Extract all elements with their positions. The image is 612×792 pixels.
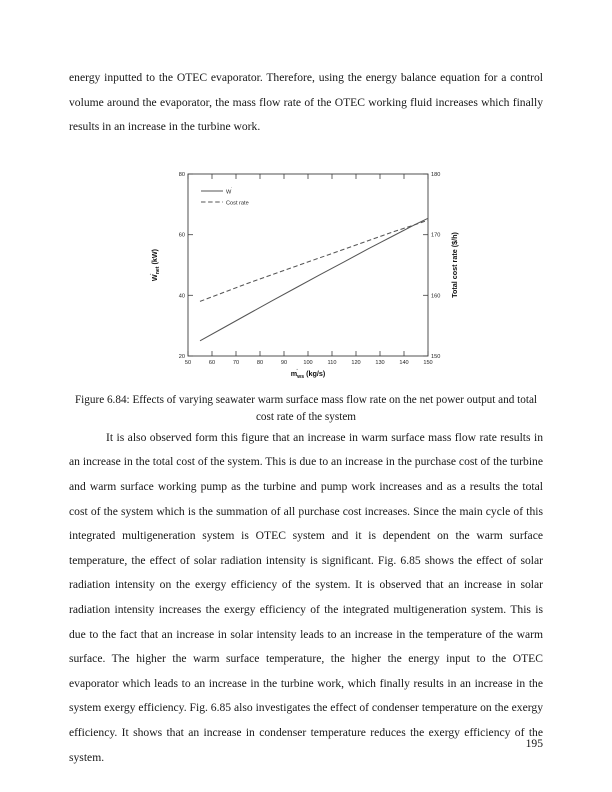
chart-canvas [141,160,471,382]
line-chart [141,160,471,382]
legend-label-net-power: W [226,189,232,196]
x-tick-label: 80 [256,359,264,366]
y-axis-right-title: Total cost rate ($/h) [450,231,459,298]
x-axis-tick-labels [185,360,433,366]
x-tick-label: 120 [351,359,361,366]
x-tick-label: 100 [303,359,313,366]
x-tick-label: 70 [232,359,240,366]
y-axis-left-title: $W_{net}$ (kW) [150,248,161,281]
x-tick-label: 130 [375,359,385,366]
y-left-tick-label: 60 [178,232,185,239]
y-left-tick-label: 40 [178,293,185,300]
page-number: 195 [525,737,543,750]
y-axis-left-tick-labels [179,172,185,360]
x-axis-title: $m_{ws}$ (kg/s) [290,368,326,380]
plot-frame [188,174,428,356]
paragraph-above-figure: energy inputted to the OTEC evaporator. Therefore, using the energy balance equation for a control volume around the evaporator, the mass flow rate of the OTEC working fluid increases which finally results in an increase in the turbine work. [69,71,543,134]
page-content [69,66,543,770]
x-tick-label: 90 [280,359,288,366]
x-tick-label: 150 [423,359,433,366]
legend-label-cost-rate: Cost rate [226,200,249,207]
y-axis-right-tick-labels [431,172,440,360]
figure-6-84 [69,160,543,382]
y-right-tick-label: 180 [431,171,441,178]
x-tick-label: 140 [399,359,409,366]
y-right-tick-label: 160 [431,293,441,300]
figure-caption: Figure 6.84: Effects of varying seawater warm surface mass flow rate on the net power output and total cost rate of the system [74,393,538,423]
y-right-tick-label: 170 [431,232,441,239]
paragraph-below-figure: It is also observed form this figure that an increase in warm surface mass flow rate results in an increase in the total cost of the system. This is due to an increase in the purchase cost of the turbine and warm surface working pump as the turbine and pump work increases and as a results the total cost of the system which is the summation of all purchase cost increases. Since the main cycle of this integrated multigeneration system is OTEC system and it is dependent on the warm surface temperature, the effect of solar radiation intensity is significant. Fig. 6.85 shows the effect of solar radiation intensity on the exergy efficiency of the system. It is observed that an increase in solar radiation intensity increases the exergy efficiency of the integrated multigeneration system. This is due to the fact that an increase in solar intensity leads to an increase in the temperature of the warm surface. The higher the warm surface temperature, the higher the energy input to the OTEC evaporator which leads to an increase in the turbine work, which finally results in an increase in the system exergy efficiency. Fig. 6.85 also investigates the effect of condenser temperature on the exergy efficiency. It shows that an increase in condenser temperature reduces the exergy efficiency of the system. [69,430,543,764]
y-right-tick-label: 150 [431,353,441,360]
y-left-tick-label: 20 [178,353,185,360]
y-left-tick-label: 80 [178,171,185,178]
x-tick-label: 50 [184,359,192,366]
x-tick-label: 110 [327,359,337,366]
x-tick-label: 60 [208,359,216,366]
